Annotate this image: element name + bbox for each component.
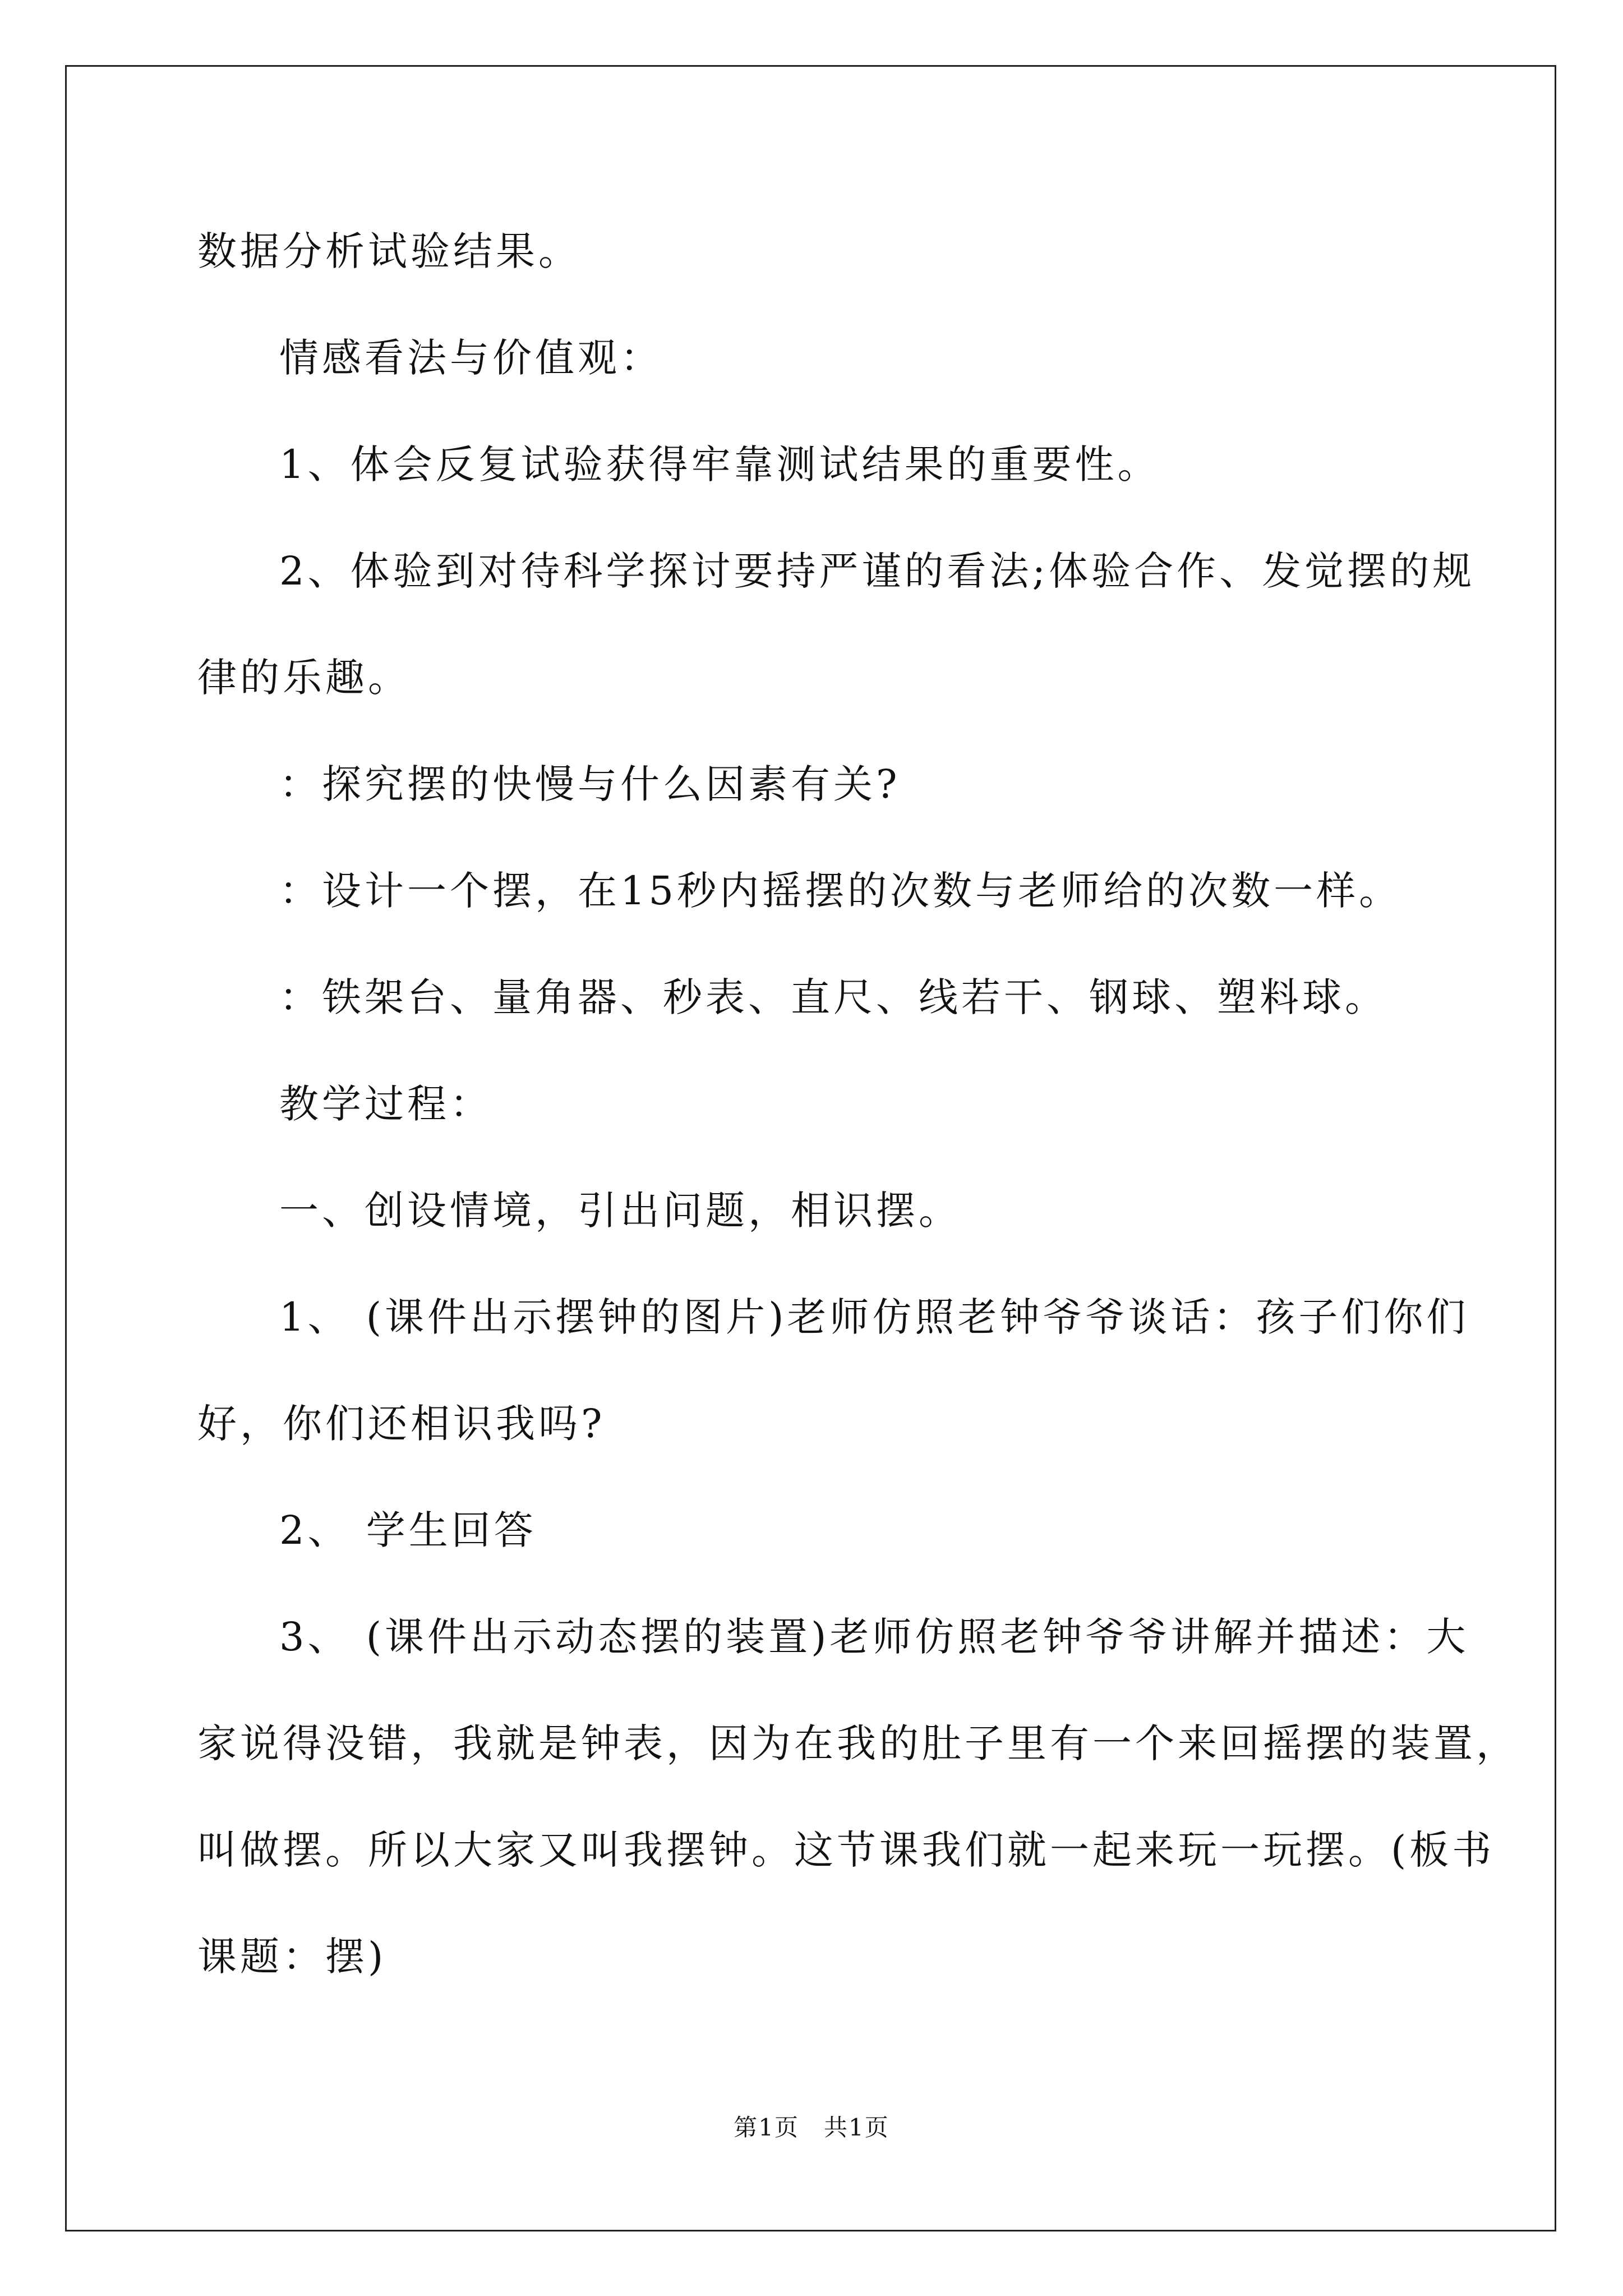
page-number-label: 第1页 共1页 bbox=[734, 2114, 889, 2141]
paragraph-line: ：设计一个摆，在15秒内摇摆的次数与老师给的次数一样。 bbox=[279, 868, 1402, 914]
paragraph-line: 好，你们还相识我吗? bbox=[197, 1401, 606, 1447]
paragraph-line: 家说得没错，我就是钟表，因为在我的肚子里有一个来回摇摆的装置， bbox=[197, 1720, 1519, 1766]
paragraph-line: 1、 (课件出示摆钟的图片)老师仿照老钟爷爷谈话：孩子们你们 bbox=[279, 1294, 1469, 1340]
paragraph-line: 2、体验到对待科学探讨要持严谨的看法;体验合作、发觉摆的规 bbox=[279, 548, 1476, 594]
page-footer bbox=[0, 2114, 1623, 2142]
page-border bbox=[65, 65, 1556, 2231]
paragraph-line: 律的乐趣。 bbox=[197, 655, 411, 701]
paragraph-line: 2、 学生回答 bbox=[279, 1507, 537, 1553]
paragraph-line: ：探究摆的快慢与什么因素有关? bbox=[279, 761, 901, 807]
paragraph-line: 1、体会反复试验获得牢靠测试结果的重要性。 bbox=[279, 441, 1160, 487]
paragraph-line: 情感看法与价值观： bbox=[279, 335, 663, 381]
paragraph-line: 课题：摆) bbox=[197, 1934, 387, 1980]
paragraph-line: 数据分析试验结果。 bbox=[197, 228, 581, 274]
paragraph-line: ：铁架台、量角器、秒表、直尺、线若干、钢球、塑料球。 bbox=[279, 974, 1387, 1020]
paragraph-line: 叫做摆。所以大家又叫我摆钟。这节课我们就一起来玩一玩摆。(板书 bbox=[197, 1827, 1495, 1873]
paragraph-line: 教学过程： bbox=[279, 1081, 492, 1127]
paragraph-line: 一、创设情境，引出问题，相识摆。 bbox=[279, 1188, 961, 1234]
paragraph-line: 3、 (课件出示动态摆的装置)老师仿照老钟爷爷讲解并描述：大 bbox=[279, 1614, 1469, 1660]
